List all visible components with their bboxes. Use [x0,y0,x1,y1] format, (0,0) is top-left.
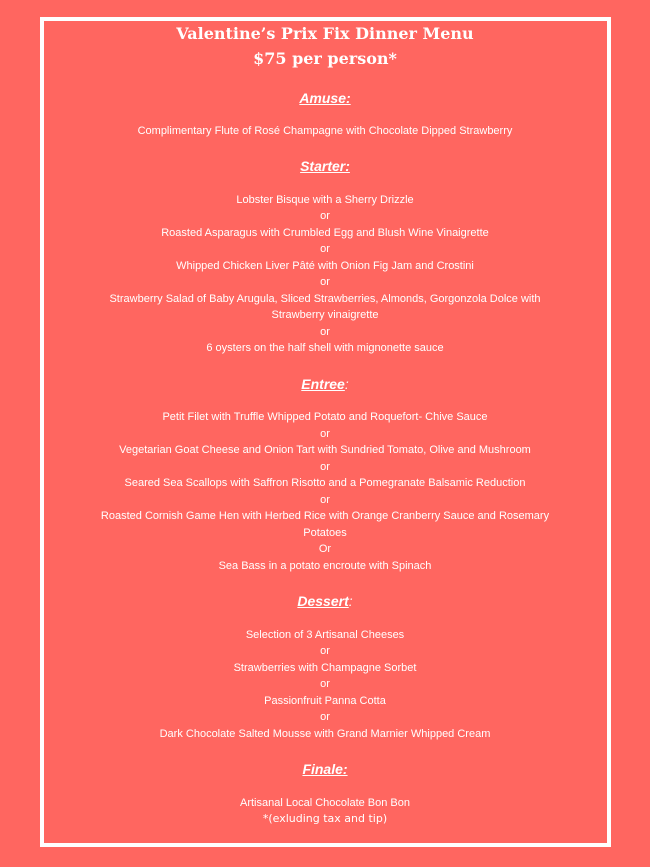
entree-line: Vegetarian Goat Cheese and Onion Tart with Sundried Tomato, Olive and Mushroom [119,444,531,456]
entree-line: Petit Filet with Truffle Whipped Potato and Roquefort- Chive Sauce [162,411,488,423]
entree-line: Or [318,543,332,555]
dessert-line: Selection of 3 Artisanal Cheeses [245,629,405,641]
entree-line: or [320,494,330,506]
entree-line: Roasted Cornish Game Hen with Herbed Rice with Orange Cranberry Sauce and Rosemary [100,510,550,522]
dessert-line: or [320,678,330,690]
section-heading-amuse: Amuse: [299,90,351,106]
section-heading-entree: Entree: [301,376,349,392]
finale-item: Artisanal Local Chocolate Bon Bon [240,797,410,809]
entree-line: Seared Sea Scallops with Saffron Risotto and a Pomegranate Balsamic Reduction [124,477,526,489]
starter-line: or [320,210,330,222]
section-heading-dessert: Dessert: [297,593,353,609]
footnote: *(exluding tax and tip) [262,812,388,825]
entree-line: Sea Bass in a potato encroute with Spinach [218,560,432,572]
dessert-line: or [320,711,330,723]
starter-line: Strawberry vinaigrette [271,309,379,321]
section-heading-finale: Finale: [302,761,348,777]
entree-line: Potatoes [303,527,347,539]
starter-line: or [320,243,330,255]
starter-line: Lobster Bisque with a Sherry Drizzle [236,194,414,206]
starter-line: 6 oysters on the half shell with mignonette sauce [206,342,444,354]
starter-line: or [320,276,330,288]
starter-line: or [320,326,330,338]
menu-price: $75 per person* [253,49,397,68]
starter-line: Whipped Chicken Liver Pâté with Onion Fig Jam and Crostini [176,260,474,272]
dessert-line: Dark Chocolate Salted Mousse with Grand Marnier Whipped Cream [159,728,491,740]
entree-line: or [320,461,330,473]
menu-title: Valentine’s Prix Fix Dinner Menu [176,24,474,43]
dessert-line: Strawberries with Champagne Sorbet [233,662,417,674]
entree-line: or [320,428,330,440]
dessert-line: Passionfruit Panna Cotta [264,695,386,707]
section-heading-starter: Starter: [300,158,350,174]
amuse-item: Complimentary Flute of Rosé Champagne with Chocolate Dipped Strawberry [137,125,513,137]
dessert-line: or [320,645,330,657]
starter-line: Roasted Asparagus with Crumbled Egg and Blush Wine Vinaigrette [161,227,489,239]
starter-line: Strawberry Salad of Baby Arugula, Sliced Strawberries, Almonds, Gorgonzola Dolce with [109,293,541,305]
